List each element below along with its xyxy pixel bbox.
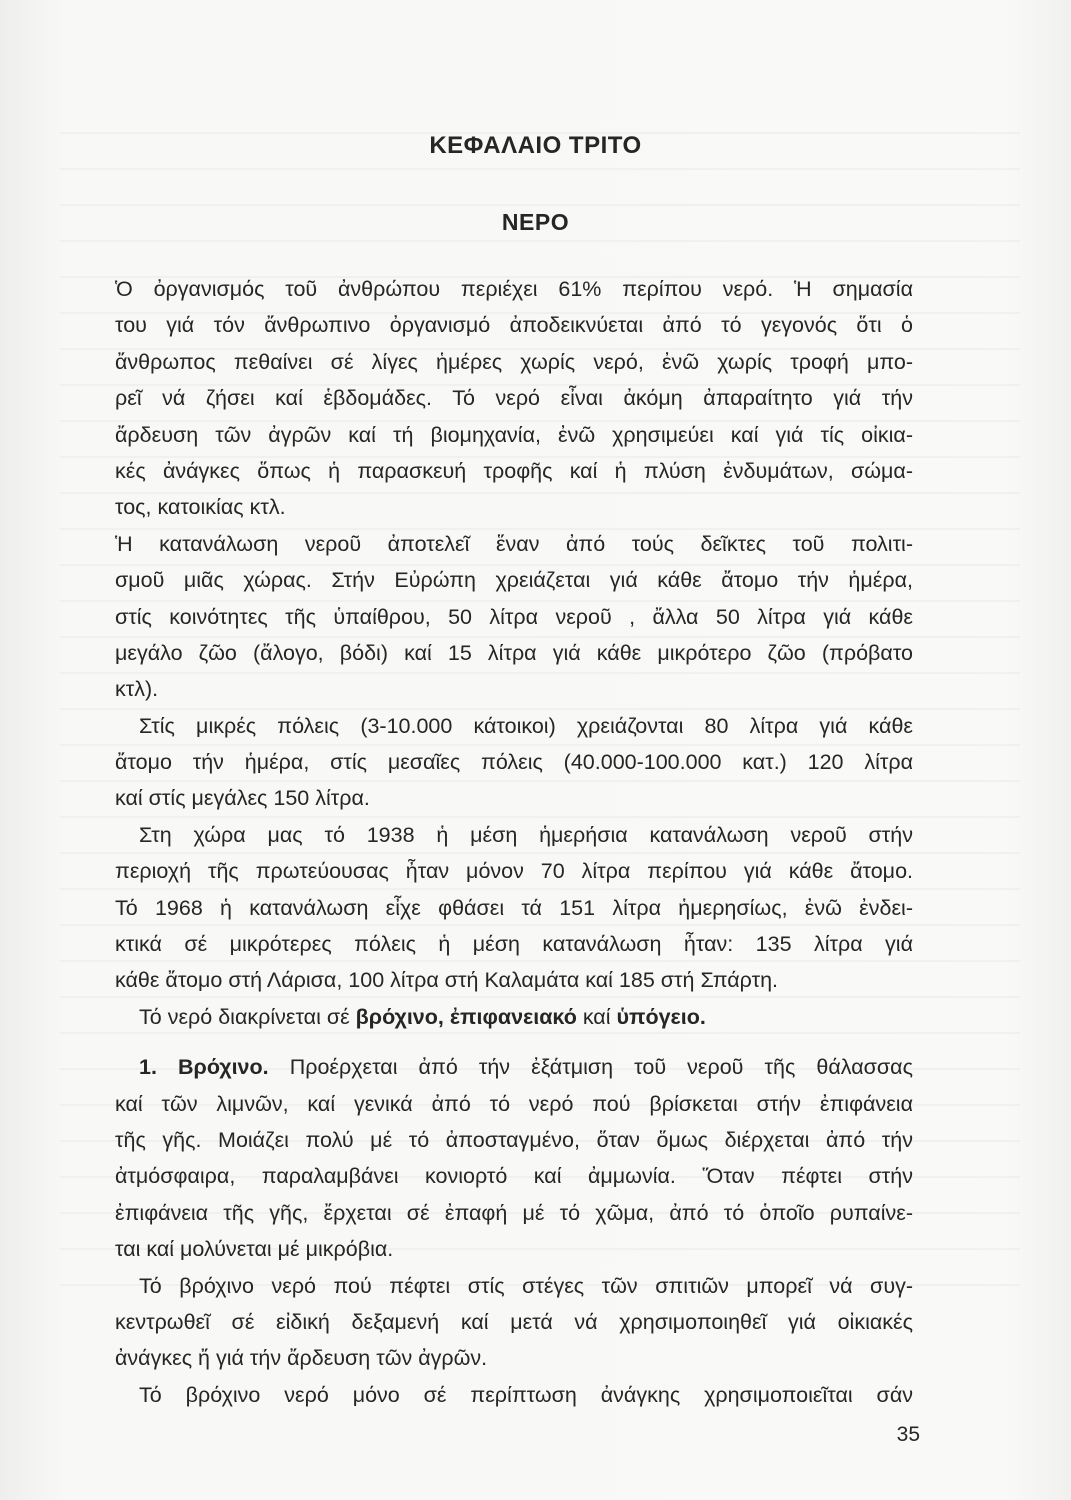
text-line: καί στίς μεγάλες 150 λίτρα.	[115, 786, 370, 811]
text-line: ἄρδευση τῶν ἀγρῶν καί τή βιομηχανία, ἐνῶ χρησιμεύει καί γιά τίς οἰκια-	[115, 422, 913, 447]
chapter-title: ΝΕΡΟ	[501, 209, 570, 235]
text-line: καί τῶν λιμνῶν, καί γενικά ἀπό τό νερό πού βρίσκεται στήν ἐπιφάνεια	[115, 1091, 913, 1116]
text-span: Προέρχεται ἀπό τήν ἐξάτμιση τοῦ νεροῦ τῆς θάλασσας	[268, 1055, 913, 1080]
text-line: κτλ).	[115, 677, 159, 702]
text-line: Ὁ ὀργανισμός τοῦ ἀνθρώπου περιέχει 61% περίπου νερό. Ἡ σημασία	[115, 277, 913, 301]
text-line: σμοῦ μιᾶς χώρας. Στήν Εὐρώπη χρειάζεται γιά κάθε ἄτομο τήν ἡμέρα,	[115, 568, 913, 593]
text-line: ἀτμόσφαιρα, παραλαμβάνει κονιορτό καί ἀμμωνία. Ὅταν πέφτει στήν	[115, 1164, 913, 1189]
text-span: Τό νερό διακρίνεται σέ	[139, 1004, 356, 1029]
text-line: Τό βρόχινο νερό μόνο σέ περίπτωση ἀνάγκης χρησιμοποιεῖται σάν	[139, 1382, 913, 1407]
text-line: Ἡ κατανάλωση νεροῦ ἀποτελεῖ ἕναν ἀπό τούς δεῖκτες τοῦ πολιτι-	[115, 531, 913, 556]
page-number: 35	[896, 1423, 920, 1446]
paragraph-consumption	[115, 526, 913, 708]
paragraph-types	[115, 999, 913, 1035]
text-line: κές ἀνάγκες ὅπως ἡ παρασκευή τροφῆς καί ἡ πλύση ἐνδυμάτων, σώμα-	[115, 458, 913, 483]
paragraph-cities	[115, 708, 913, 817]
paragraph-roof-collection	[115, 1268, 913, 1377]
text-line	[115, 999, 913, 1035]
chapter-label: ΚΕΦΑΛΑΙΟ ΤΡΙΤΟ	[429, 132, 642, 159]
text-line: τος, κατοικίας κτλ.	[115, 495, 286, 520]
text-line: μεγάλο ζῶο (ἄλογο, βόδι) καί 15 λίτρα γιά κάθε μικρότερο ζῶο (πρόβατο	[115, 640, 913, 665]
text-line: κτικά σέ μικρότερες πόλεις ἡ μέση κατανάλωση ἦταν: 135 λίτρα γιά	[115, 932, 913, 957]
bold-text: ὑπόγειο.	[616, 1004, 706, 1029]
text-span: καί	[576, 1004, 617, 1029]
body-text	[115, 271, 913, 1413]
text-line: ἐπιφάνεια τῆς γῆς, ἔρχεται σέ ἐπαφή μέ τό χῶμα, ἀπό τό ὁποῖο ρυπαίνε-	[115, 1200, 913, 1225]
text-line: ρεῖ νά ζήσει καί ἑβδομάδες. Τό νερό εἶναι ἀκόμη ἀπαραίτητο γιά τήν	[115, 386, 913, 411]
text-line: Τό 1968 ἡ κατανάλωση εἶχε φθάσει τά 151 λίτρα ἡμερησίως, ἐνῶ ἐνδει-	[115, 895, 913, 920]
text-line: κάθε ἄτομο στή Λάρισα, 100 λίτρα στή Καλαμάτα καί 185 στή Σπάρτη.	[115, 968, 779, 993]
text-line: περιοχή τῆς πρωτεύουσας ἦταν μόνον 70 λίτρα περίπου γιά κάθε ἄτομο.	[115, 859, 913, 884]
text-line: Στίς μικρές πόλεις (3-10.000 κάτοικοι) χρειάζονται 80 λίτρα γιά κάθε	[139, 713, 913, 738]
text-line: Στη χώρα μας τό 1938 ἡ μέση ἡμερήσια κατανάλωση νεροῦ στήν	[139, 822, 913, 847]
paragraph-greece	[115, 817, 913, 999]
section-heading: 1. Βρόχινο.	[139, 1055, 269, 1080]
paragraph-gap	[115, 1035, 913, 1049]
paragraph-emergency-use	[115, 1377, 913, 1413]
text-line: τῆς γῆς. Μοιάζει πολύ μέ τό ἀποσταγμένο, ὅταν ὅμως διέρχεται ἀπό τήν	[115, 1127, 913, 1152]
text-line: ἄνθρωπος πεθαίνει σέ λίγες ἡμέρες χωρίς νερό, ἐνῶ χωρίς τροφή μπο-	[115, 349, 913, 374]
text-line: Τό βρόχινο νερό πού πέφτει στίς στέγες τῶν σπιτιῶν μπορεῖ νά συγ-	[139, 1273, 913, 1298]
paragraph-human-water	[115, 271, 913, 526]
text-line	[115, 1049, 913, 1085]
text-line: στίς κοινότητες τῆς ὑπαίθρου, 50 λίτρα νεροῦ , ἄλλα 50 λίτρα γιά κάθε	[115, 604, 913, 629]
text-line: του γιά τόν ἄνθρωπινο ὀργανισμό ἀποδεικνύεται ἀπό τό γεγονός ὅτι ὁ	[115, 313, 913, 338]
bold-text: βρόχινο, ἐπιφανειακό	[355, 1004, 577, 1029]
paragraph-rainwater	[115, 1049, 913, 1267]
text-line: ἀνάγκες ἤ γιά τήν ἄρδευση τῶν ἀγρῶν.	[115, 1346, 488, 1371]
text-line: ἄτομο τήν ἡμέρα, στίς μεσαῖες πόλεις (40.000-100.000 κατ.) 120 λίτρα	[115, 750, 913, 775]
text-line: ται καί μολύνεται μέ μικρόβια.	[115, 1237, 394, 1262]
text-line: κεντρωθεῖ σέ εἰδική δεξαμενή καί μετά νά χρησιμοποιηθεῖ γιά οἰκιακές	[115, 1309, 913, 1334]
